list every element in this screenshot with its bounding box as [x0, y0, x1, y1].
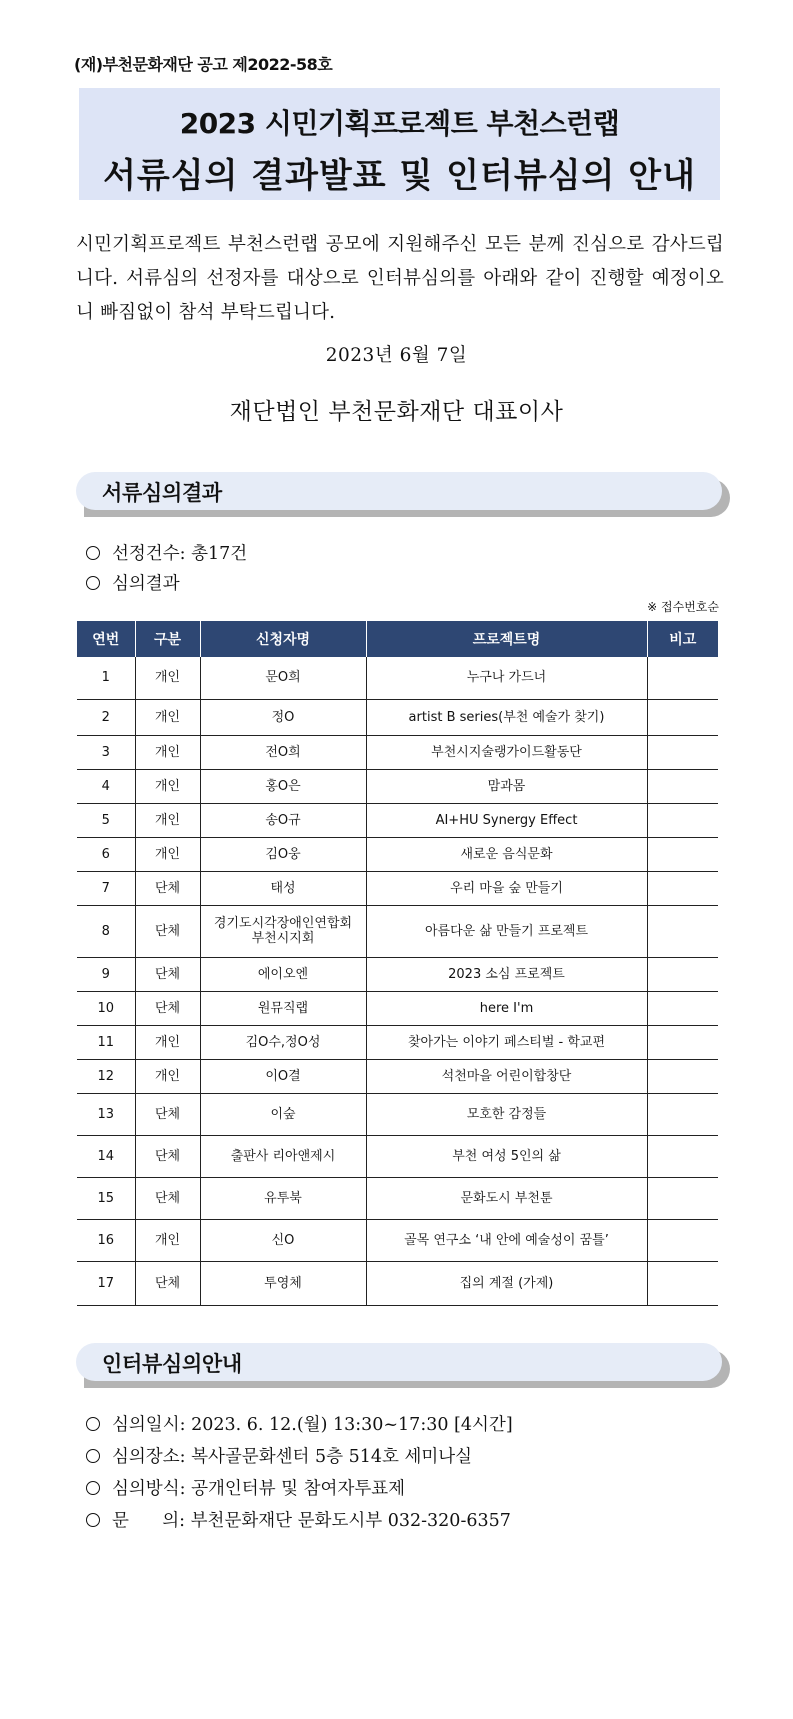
issuer: 재단법인 부천문화재단 대표이사 [229, 399, 564, 425]
table-row [77, 1261, 718, 1305]
table-row [77, 957, 718, 991]
sort-note: ※ 접수번호순 [647, 600, 719, 614]
title-banner [79, 88, 720, 200]
cell-no: 2 [77, 699, 135, 735]
table-row [77, 735, 718, 769]
cell-note [647, 871, 718, 905]
cell-project: 모호한 감정들 [366, 1093, 647, 1135]
cell-no: 17 [77, 1261, 135, 1305]
cell-project: 아름다운 삶 만들기 프로젝트 [366, 905, 647, 957]
cell-no: 9 [77, 957, 135, 991]
cell-type: 개인 [135, 803, 200, 837]
table-row [77, 871, 718, 905]
cell-no: 8 [77, 905, 135, 957]
cell-note [647, 803, 718, 837]
bullet-text: 심의결과 [112, 574, 180, 594]
cell-applicant: 송O규 [200, 803, 366, 837]
table-header-row [77, 621, 718, 657]
section-title: 인터뷰심의안내 [102, 1352, 242, 1376]
cell-note [647, 957, 718, 991]
cell-project: 석천마을 어린이합창단 [366, 1059, 647, 1093]
cell-note [647, 1025, 718, 1059]
cell-note [647, 735, 718, 769]
cell-applicant: 태성 [200, 871, 366, 905]
cell-no: 16 [77, 1219, 135, 1261]
bullet-inquiry [86, 1507, 511, 1532]
title-line-1: 2023 시민기획프로젝트 부천스런랩 [179, 107, 620, 140]
cell-project: 우리 마을 숲 만들기 [366, 871, 647, 905]
bullet-text: 심의방식: 공개인터뷰 및 참여자투표제 [112, 1479, 406, 1499]
cell-type: 개인 [135, 1025, 200, 1059]
circle-bullet-icon [86, 576, 100, 590]
cell-no: 10 [77, 991, 135, 1025]
cell-project: 새로운 음식문화 [366, 837, 647, 871]
bullet-interview-method [86, 1475, 405, 1500]
cell-project: 맘과몸 [366, 769, 647, 803]
table-row [77, 1059, 718, 1093]
cell-note [647, 1261, 718, 1305]
bullet-interview-venue [86, 1443, 472, 1468]
header-project: 프로젝트명 [366, 621, 647, 657]
cell-note [647, 699, 718, 735]
cell-project: 누구나 가드너 [366, 657, 647, 699]
notice-number: (재)부천문화재단 공고 제2022-58호 [74, 55, 333, 74]
cell-no: 15 [77, 1177, 135, 1219]
circle-bullet-icon [86, 546, 100, 560]
intro-paragraph: 시민기획프로젝트 부천스런랩 공모에 지원해주신 모든 분께 진심으로 감사드립니다. 서류심의 선정자를 대상으로 인터뷰심의를 아래와 같이 진행할 예정이오니 빠짐없이 참석 부탁드립니다. [76, 234, 724, 323]
table-row [77, 991, 718, 1025]
table-row [77, 803, 718, 837]
cell-type: 개인 [135, 735, 200, 769]
circle-bullet-icon [86, 1449, 100, 1463]
cell-type: 개인 [135, 1059, 200, 1093]
cell-project: 문화도시 부천툰 [366, 1177, 647, 1219]
cell-project: 부천 여성 5인의 삶 [366, 1135, 647, 1177]
circle-bullet-icon [86, 1513, 100, 1527]
cell-applicant: 김O웅 [200, 837, 366, 871]
cell-note [647, 837, 718, 871]
cell-applicant: 전O희 [200, 735, 366, 769]
cell-project: 2023 소심 프로젝트 [366, 957, 647, 991]
cell-type: 개인 [135, 699, 200, 735]
cell-applicant: 유투북 [200, 1177, 366, 1219]
cell-applicant: 홍O은 [200, 769, 366, 803]
table-row [77, 1135, 718, 1177]
circle-bullet-icon [86, 1481, 100, 1495]
cell-no: 5 [77, 803, 135, 837]
table-row [77, 657, 718, 699]
cell-note [647, 1135, 718, 1177]
cell-note [647, 991, 718, 1025]
cell-applicant: 경기도시각장애인연합회 부천시지회 [200, 905, 366, 957]
cell-no: 13 [77, 1093, 135, 1135]
table-row [77, 699, 718, 735]
cell-note [647, 1177, 718, 1219]
table-row [77, 1025, 718, 1059]
bullet-review-result [86, 570, 180, 595]
cell-applicant: 에이오엔 [200, 957, 366, 991]
title-line-2: 서류심의 결과발표 및 인터뷰심의 안내 [103, 156, 696, 196]
cell-type: 개인 [135, 769, 200, 803]
section-title: 서류심의결과 [102, 481, 222, 505]
header-type: 구분 [135, 621, 200, 657]
header-note: 비고 [647, 621, 718, 657]
circle-bullet-icon [86, 1417, 100, 1431]
table-row [77, 1093, 718, 1135]
cell-applicant: 투영체 [200, 1261, 366, 1305]
bullet-text: 선정건수: 총17건 [112, 544, 248, 564]
cell-no: 14 [77, 1135, 135, 1177]
cell-note [647, 769, 718, 803]
cell-no: 4 [77, 769, 135, 803]
cell-project: 부천시지술랭가이드활동단 [366, 735, 647, 769]
header-applicant: 신청자명 [200, 621, 366, 657]
cell-type: 단체 [135, 871, 200, 905]
cell-no: 11 [77, 1025, 135, 1059]
cell-applicant: 이O결 [200, 1059, 366, 1093]
bullet-interview-datetime [86, 1411, 513, 1436]
cell-type: 단체 [135, 957, 200, 991]
cell-type: 단체 [135, 1177, 200, 1219]
cell-no: 7 [77, 871, 135, 905]
cell-type: 단체 [135, 1261, 200, 1305]
cell-applicant: 정O [200, 699, 366, 735]
table-row [77, 769, 718, 803]
cell-type: 단체 [135, 1093, 200, 1135]
cell-no: 1 [77, 657, 135, 699]
table-row [77, 1219, 718, 1261]
cell-applicant: 이숲 [200, 1093, 366, 1135]
cell-type: 단체 [135, 905, 200, 957]
bullet-text: 심의일시: 2023. 6. 12.(월) 13:30~17:30 [4시간] [112, 1415, 513, 1435]
cell-note [647, 1059, 718, 1093]
cell-note [647, 657, 718, 699]
header-no: 연번 [77, 621, 135, 657]
bullet-text: 문 의: 부천문화재단 문화도시부 032-320-6357 [112, 1511, 511, 1531]
cell-project: 찾아가는 이야기 페스티벌 - 학교편 [366, 1025, 647, 1059]
table-row [77, 1177, 718, 1219]
cell-project: 골목 연구소 ‘내 안에 예술성이 꿈틀’ [366, 1219, 647, 1261]
section-header-interview-info [76, 1343, 722, 1381]
cell-no: 6 [77, 837, 135, 871]
cell-project: here I'm [366, 991, 647, 1025]
cell-type: 개인 [135, 837, 200, 871]
cell-applicant: 출판사 리아앤제시 [200, 1135, 366, 1177]
bullet-text: 심의장소: 복사골문화센터 5층 514호 세미나실 [112, 1447, 473, 1467]
cell-applicant: 김O수,정O성 [200, 1025, 366, 1059]
cell-no: 12 [77, 1059, 135, 1093]
cell-type: 개인 [135, 1219, 200, 1261]
cell-type: 단체 [135, 991, 200, 1025]
cell-note [647, 1219, 718, 1261]
cell-note [647, 1093, 718, 1135]
cell-no: 3 [77, 735, 135, 769]
bullet-selection-count [86, 540, 247, 565]
cell-project: AI+HU Synergy Effect [366, 803, 647, 837]
cell-project: artist B series(부천 예술가 찾기) [366, 699, 647, 735]
results-table [77, 621, 718, 1306]
cell-applicant: 원뮤직랩 [200, 991, 366, 1025]
table-row [77, 837, 718, 871]
table-row [77, 905, 718, 957]
cell-type: 단체 [135, 1135, 200, 1177]
section-header-review-results [76, 472, 722, 510]
notice-date: 2023년 6월 7일 [325, 345, 468, 366]
cell-project: 집의 계절 (가제) [366, 1261, 647, 1305]
cell-applicant: 문O희 [200, 657, 366, 699]
cell-type: 개인 [135, 657, 200, 699]
cell-applicant: 신O [200, 1219, 366, 1261]
cell-note [647, 905, 718, 957]
